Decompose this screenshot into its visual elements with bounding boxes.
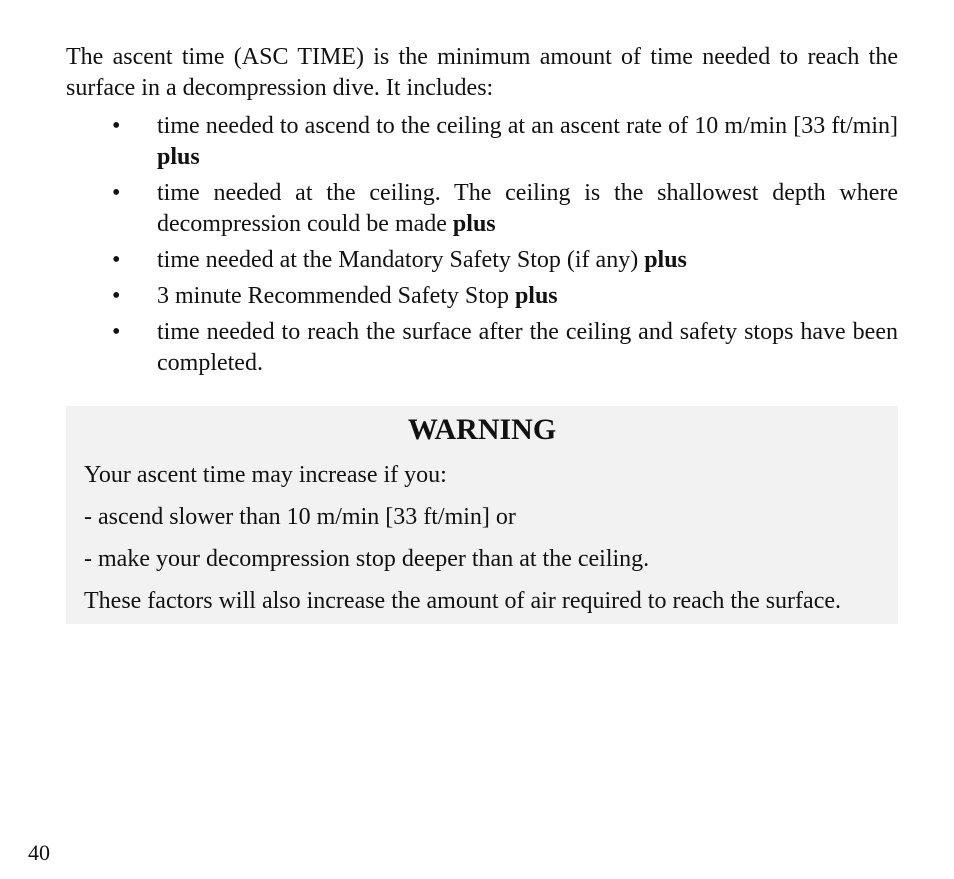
- list-item-text: time needed at the ceiling. The ceiling is the shallowest depth where decompression could be made: [157, 180, 898, 237]
- list-item: [66, 111, 898, 173]
- list-item-emphasis: plus: [514, 283, 558, 309]
- intro-paragraph: The ascent time (ASC TIME) is the minimum amount of time needed to reach the surface in a decompression dive. It includes:: [66, 44, 898, 101]
- bullet-icon: •: [112, 319, 121, 345]
- bullet-icon: •: [112, 113, 121, 139]
- warning-line: - ascend slower than 10 m/min [33 ft/min] or: [84, 504, 516, 530]
- warning-line: - make your decompression stop deeper than at the ceiling.: [84, 546, 650, 572]
- warning-box: [66, 406, 898, 624]
- ascent-time-components-list: [66, 111, 898, 379]
- bullet-icon: •: [112, 180, 121, 206]
- list-item-emphasis: plus: [157, 144, 200, 170]
- list-item: [66, 281, 898, 312]
- list-item: [66, 245, 898, 276]
- bullet-icon: •: [112, 283, 121, 309]
- list-item-emphasis: plus: [452, 211, 496, 237]
- warning-title: WARNING: [407, 413, 557, 446]
- warning-line: These factors will also increase the amount of air required to reach the surface.: [84, 588, 841, 614]
- page-number: 40: [28, 840, 50, 865]
- main-content: [66, 42, 898, 384]
- list-item-emphasis: plus: [644, 247, 687, 273]
- list-item-text: time needed to reach the surface after the ceiling and safety stops have been completed.: [157, 319, 898, 376]
- warning-line: Your ascent time may increase if you:: [84, 462, 447, 488]
- list-item-text: time needed at the Mandatory Safety Stop (if any): [157, 247, 645, 273]
- bullet-icon: •: [112, 247, 121, 273]
- list-item: [66, 317, 898, 379]
- list-item-text: 3 minute Recommended Safety Stop: [157, 283, 515, 309]
- list-item-text: time needed to ascend to the ceiling at an ascent rate of 10 m/min [33 ft/min]: [157, 113, 898, 139]
- list-item: [66, 178, 898, 240]
